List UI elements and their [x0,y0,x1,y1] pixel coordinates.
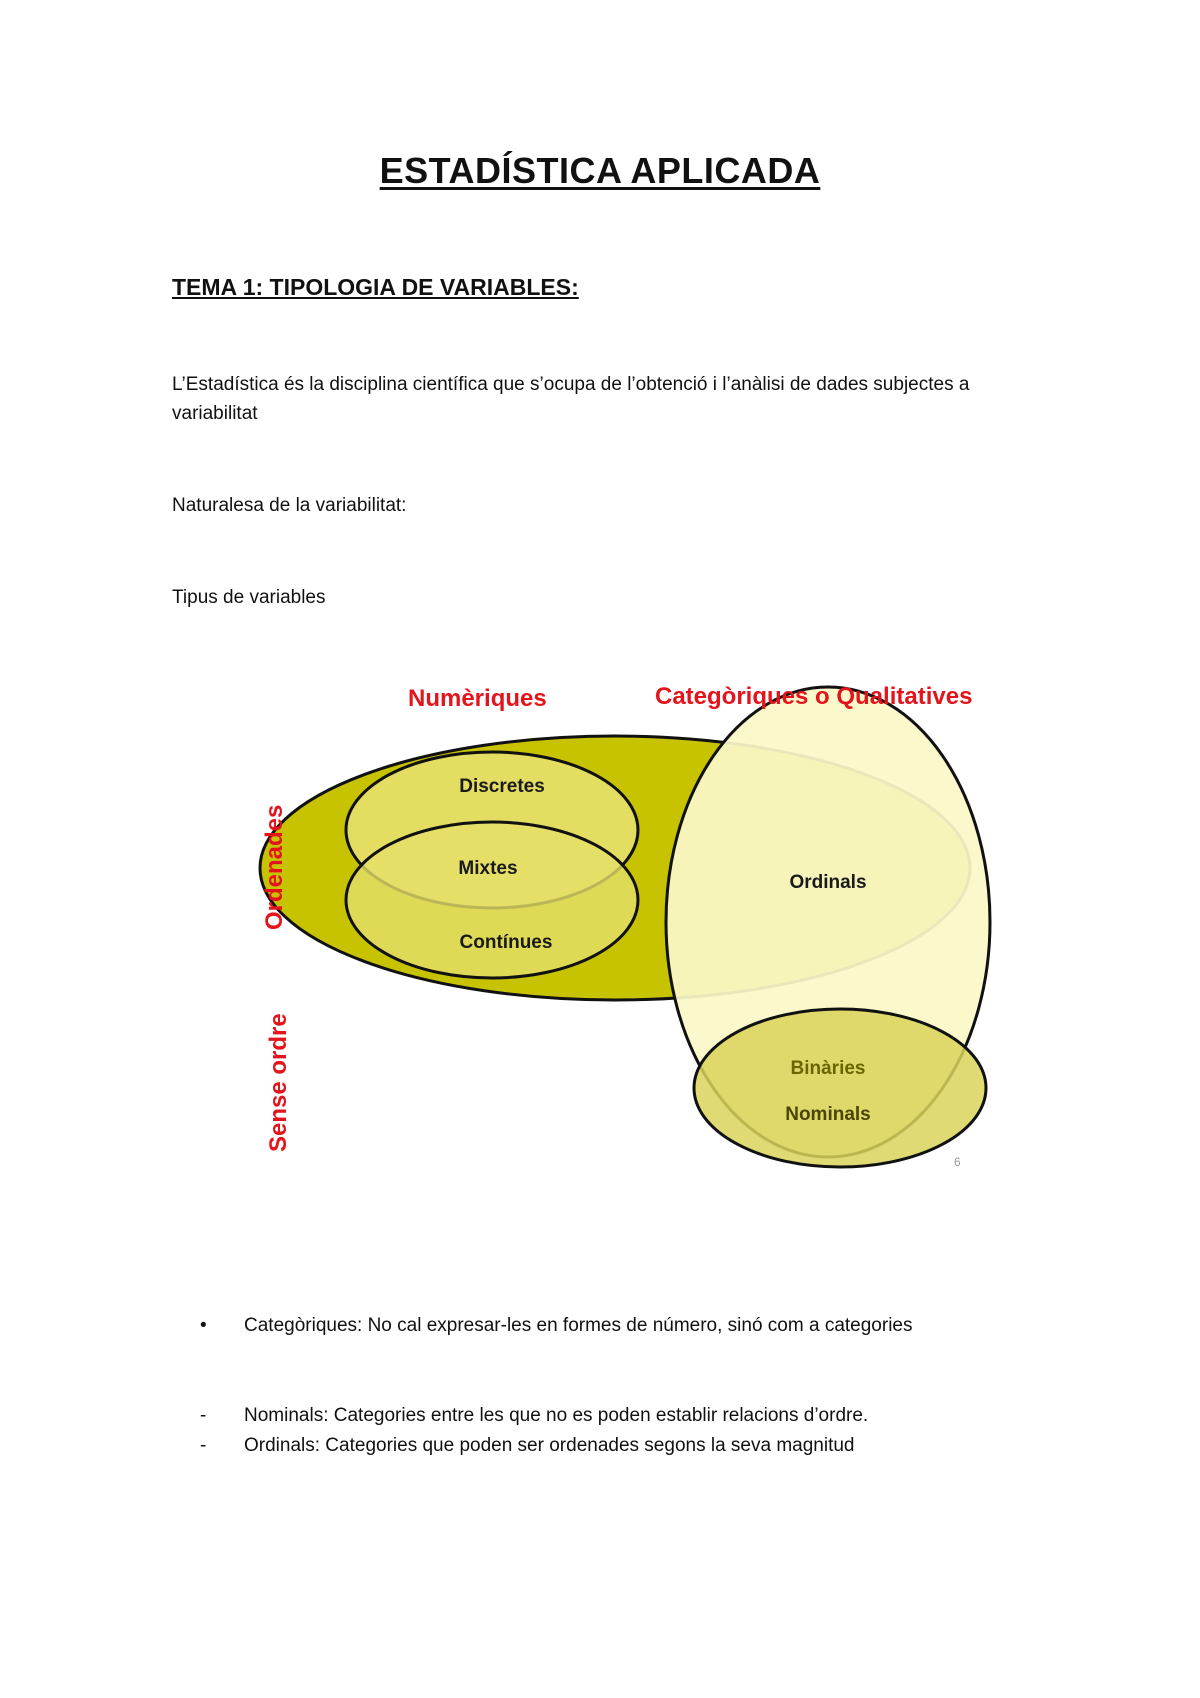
list-item-text: Ordinals: Categories que poden ser ordenades segons la seva magnitud [244,1435,855,1456]
document-title: ESTADÍSTICA APLICADA [379,150,821,191]
variable-types-diagram [250,670,1030,1180]
slide-number: 6 [954,1155,961,1169]
dash-marker: - [200,1405,207,1426]
list-item-nominal [200,1401,868,1430]
continuous-region [346,822,638,978]
unordered-label: Sense ordre [265,1013,292,1152]
nominal-label: Nominals [785,1104,871,1125]
ordered-label: Ordenades [261,804,288,930]
variability-nature-line: Naturalesa de la variabilitat: [172,495,407,516]
list-item-categorical [200,1311,913,1340]
binary-label: Binàries [790,1058,866,1079]
discrete-label: Discretes [459,776,545,797]
definition-paragraph: L’Estadística és la disciplina científica que s’ocupa de l’obtenció i l’anàlisi de dades subjectes a variabilitat [172,374,970,424]
dash-marker: - [200,1435,207,1456]
numeric-label: Numèriques [408,685,547,712]
variable-types-line: Tipus de variables [172,587,326,608]
nominal-region [694,1009,986,1167]
bullet-marker: • [200,1315,207,1336]
categorical-label: Categòriques o Qualitatives [655,683,973,710]
list-item-text: Categòriques: No cal expresar-les en formes de número, sinó com a categories [244,1315,913,1336]
continuous-label: Contínues [459,932,553,953]
list-item-text: Nominals: Categories entre les que no es poden establir relacions d’ordre. [244,1405,869,1426]
section-heading: TEMA 1: TIPOLOGIA DE VARIABLES: [172,274,579,300]
ordinal-label: Ordinals [789,872,867,893]
list-item-ordinal [200,1431,855,1460]
mixed-label: Mixtes [458,858,518,879]
